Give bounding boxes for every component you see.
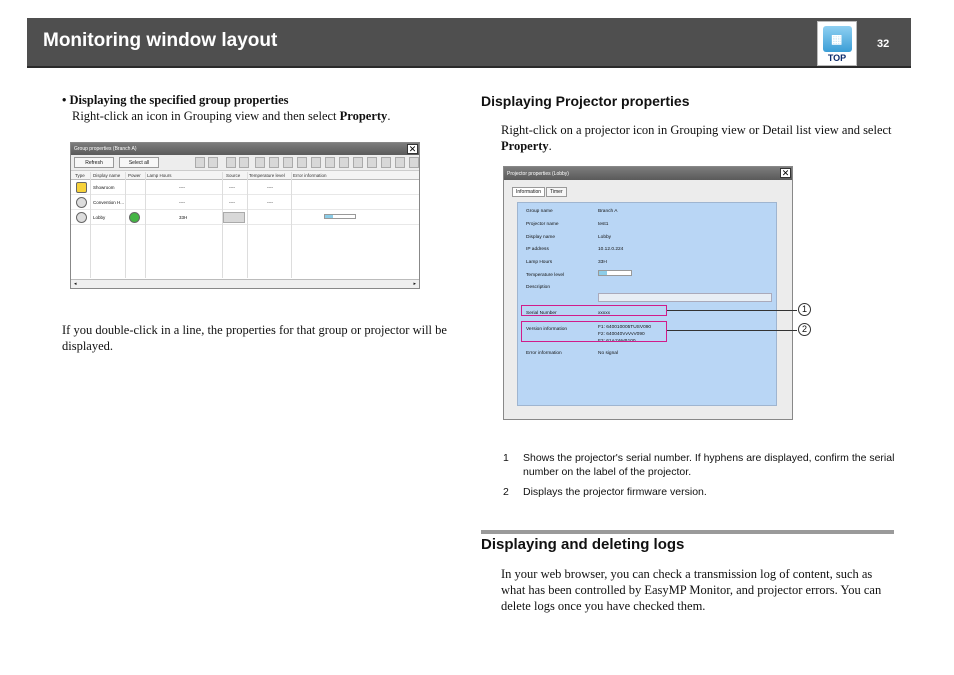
tab-timer[interactable]: Timer xyxy=(546,187,567,197)
notes-list xyxy=(503,451,895,505)
bullet-text: Right-click an icon in Grouping view and then select Property. xyxy=(72,109,391,123)
version-highlight xyxy=(521,321,667,342)
top-label: TOP xyxy=(827,53,847,63)
projector-icon xyxy=(76,212,87,223)
temperature-bar xyxy=(324,214,356,219)
section-heading: Displaying and deleting logs xyxy=(481,536,685,553)
page-title: Monitoring window layout xyxy=(43,30,278,51)
bullet-heading: • Displaying the specified group properties xyxy=(62,93,289,107)
source-icon[interactable] xyxy=(239,157,249,168)
group-properties-window xyxy=(70,142,420,289)
column-header[interactable]: Lamp Hours xyxy=(147,173,172,178)
scroll-right-icon[interactable]: ▸ xyxy=(413,281,416,287)
top-icon[interactable] xyxy=(817,21,857,66)
column-header[interactable]: Error information xyxy=(293,173,327,178)
list-item: 2 Displays the projector firmware version. xyxy=(503,486,707,498)
source-icon xyxy=(223,212,245,223)
tab-information[interactable]: Information xyxy=(512,187,545,197)
power-icon[interactable] xyxy=(208,157,218,168)
list-item: 1 Shows the projector's serial number. If hyphens are displayed, confirm the serial number on the label of the projector. xyxy=(503,452,895,478)
horizontal-scrollbar[interactable] xyxy=(71,279,419,288)
information-panel: Group name Branch A Projector name test1 Display name Lobby IP address 10.12.0.224 Lamp Hours 33H Temperature level Description Serial Number xxxxx Version information F1: 640010005TUSV090 F2: 640040VvVvV090 F3: 61A1WvB100 Error information No signal xyxy=(517,202,777,406)
close-icon[interactable]: ✕ xyxy=(408,144,417,154)
window-titlebar: Projector properties (Lobby) ✕ xyxy=(504,167,792,180)
paragraph: Right-click on a projector icon in Grouping view or Detail list view and select Property. xyxy=(501,123,892,153)
page-header xyxy=(27,18,911,68)
column-header[interactable]: Power xyxy=(128,173,141,178)
projector-icon xyxy=(76,197,87,208)
refresh-button[interactable]: Refresh xyxy=(74,157,114,168)
source-icon[interactable] xyxy=(226,157,236,168)
table-header xyxy=(71,171,419,180)
table-row[interactable]: Showroom ---- ---- ---- xyxy=(71,180,419,195)
section-divider xyxy=(481,530,894,534)
section-heading: Displaying Projector properties xyxy=(481,93,690,109)
source-icon[interactable] xyxy=(367,157,377,168)
source-icon[interactable] xyxy=(381,157,391,168)
column-header[interactable]: Source xyxy=(226,173,241,178)
scroll-left-icon[interactable]: ◂ xyxy=(74,281,77,287)
source-icon[interactable] xyxy=(255,157,265,168)
callout-1: 1 xyxy=(798,303,811,316)
column-header[interactable]: Type xyxy=(75,173,85,178)
table-row[interactable]: Lobby 33H xyxy=(71,210,419,225)
source-icon[interactable] xyxy=(409,157,419,168)
column-header[interactable]: Temperature level xyxy=(249,173,285,178)
close-icon[interactable]: ✕ xyxy=(781,168,790,178)
monitor-icon[interactable] xyxy=(195,157,205,168)
page-number: 32 xyxy=(877,38,890,50)
warning-projector-icon xyxy=(76,182,87,193)
serial-highlight xyxy=(521,305,667,316)
callout-2: 2 xyxy=(798,323,811,336)
select-all-button[interactable]: Select all xyxy=(119,157,159,168)
temperature-bar xyxy=(598,270,632,276)
source-icon[interactable] xyxy=(283,157,293,168)
toolbar xyxy=(71,155,419,171)
projector-screen-icon: ▦ xyxy=(823,26,852,52)
paragraph: In your web browser, you can check a transmission log of content, such as what has been controlled by EasyMP Monitor, and projector errors. You can delete logs once you have checked them. xyxy=(501,567,882,613)
source-icon[interactable] xyxy=(269,157,279,168)
tab-bar xyxy=(512,187,568,197)
column-header[interactable]: Display name xyxy=(93,173,121,178)
source-icon[interactable] xyxy=(353,157,363,168)
source-icon[interactable] xyxy=(297,157,307,168)
projector-properties-window xyxy=(503,166,793,420)
source-icon[interactable] xyxy=(311,157,321,168)
description-field[interactable] xyxy=(598,293,772,302)
source-icon[interactable] xyxy=(325,157,335,168)
window-titlebar: Group properties (Branch A) ✕ xyxy=(71,143,419,155)
source-icon[interactable] xyxy=(395,157,405,168)
table-row[interactable]: Convention H... ---- ---- ---- xyxy=(71,195,419,210)
source-icon[interactable] xyxy=(339,157,349,168)
paragraph: If you double-click in a line, the properties for that group or projector will be displayed. xyxy=(62,323,447,353)
power-on-icon xyxy=(129,212,140,223)
